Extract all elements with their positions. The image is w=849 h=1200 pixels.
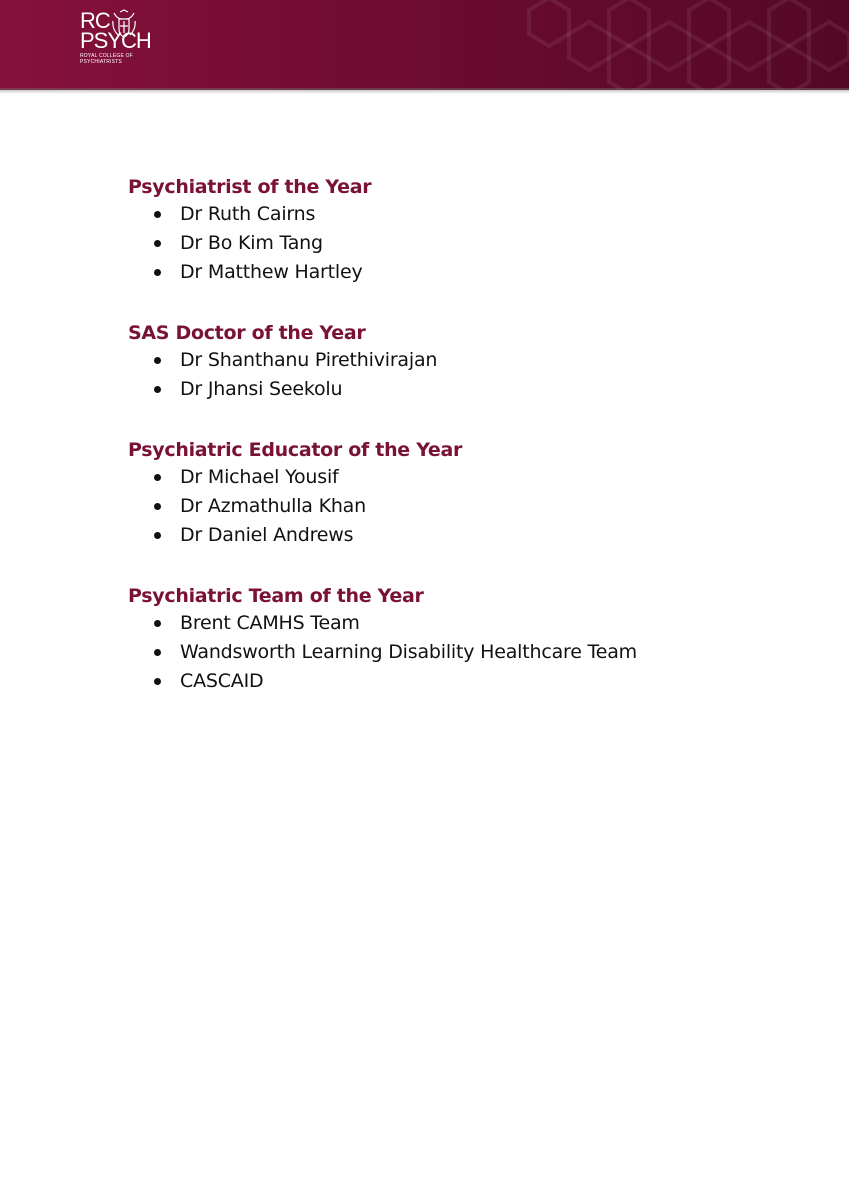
bullet-icon bbox=[154, 211, 161, 218]
header-shadow bbox=[0, 88, 849, 94]
bullet-icon bbox=[154, 678, 161, 685]
rcpsych-logo bbox=[80, 8, 151, 65]
awards-list bbox=[128, 174, 768, 729]
award-section-sas-doctor bbox=[128, 320, 768, 404]
nominee-list bbox=[128, 346, 768, 404]
award-section-team bbox=[128, 583, 768, 696]
section-title: Psychiatric Team of the Year bbox=[128, 585, 424, 607]
list-item bbox=[128, 200, 768, 229]
bullet-icon bbox=[154, 240, 161, 247]
logo-subtitle bbox=[80, 53, 140, 65]
nominee-name: Dr Shanthanu Pirethivirajan bbox=[180, 349, 438, 371]
nominee-name: Brent CAMHS Team bbox=[180, 612, 360, 634]
award-section-educator bbox=[128, 437, 768, 550]
list-item bbox=[128, 521, 768, 550]
section-title: Psychiatrist of the Year bbox=[128, 176, 372, 198]
bullet-icon bbox=[154, 269, 161, 276]
bullet-icon bbox=[154, 503, 161, 510]
nominee-name: CASCAID bbox=[180, 670, 264, 692]
logo-subtitle-line1: ROYAL COLLEGE OF bbox=[80, 53, 133, 59]
bullet-icon bbox=[154, 620, 161, 627]
nominee-name: Dr Matthew Hartley bbox=[180, 261, 363, 283]
nominee-name: Dr Michael Yousif bbox=[180, 466, 339, 488]
list-item bbox=[128, 609, 768, 638]
nominee-name: Dr Daniel Andrews bbox=[180, 524, 354, 546]
nominee-list bbox=[128, 609, 768, 696]
list-item bbox=[128, 258, 768, 287]
logo-rc: RC bbox=[80, 8, 110, 33]
award-section-psychiatrist bbox=[128, 174, 768, 287]
list-item bbox=[128, 667, 768, 696]
header-banner bbox=[0, 0, 849, 90]
nominee-list bbox=[128, 463, 768, 550]
bullet-icon bbox=[154, 649, 161, 656]
bullet-icon bbox=[154, 474, 161, 481]
section-title: Psychiatric Educator of the Year bbox=[128, 439, 463, 461]
logo-subtitle-line2: PSYCHIATRISTS bbox=[80, 59, 122, 65]
nominee-name: Dr Ruth Cairns bbox=[180, 203, 316, 225]
hexagon-pattern bbox=[509, 0, 849, 90]
section-title: SAS Doctor of the Year bbox=[128, 322, 366, 344]
nominee-name: Dr Jhansi Seekolu bbox=[180, 378, 343, 400]
list-item bbox=[128, 463, 768, 492]
list-item bbox=[128, 375, 768, 404]
nominee-name: Dr Bo Kim Tang bbox=[180, 232, 323, 254]
bullet-icon bbox=[154, 532, 161, 539]
list-item bbox=[128, 638, 768, 667]
crest-icon bbox=[110, 9, 138, 41]
list-item bbox=[128, 492, 768, 521]
bullet-icon bbox=[154, 386, 161, 393]
nominee-list bbox=[128, 200, 768, 287]
nominee-name: Wandsworth Learning Disability Healthcare Team bbox=[180, 641, 637, 663]
list-item bbox=[128, 346, 768, 375]
list-item bbox=[128, 229, 768, 258]
bullet-icon bbox=[154, 357, 161, 364]
logo-psych: PSYCH bbox=[80, 28, 151, 53]
nominee-name: Dr Azmathulla Khan bbox=[180, 495, 366, 517]
